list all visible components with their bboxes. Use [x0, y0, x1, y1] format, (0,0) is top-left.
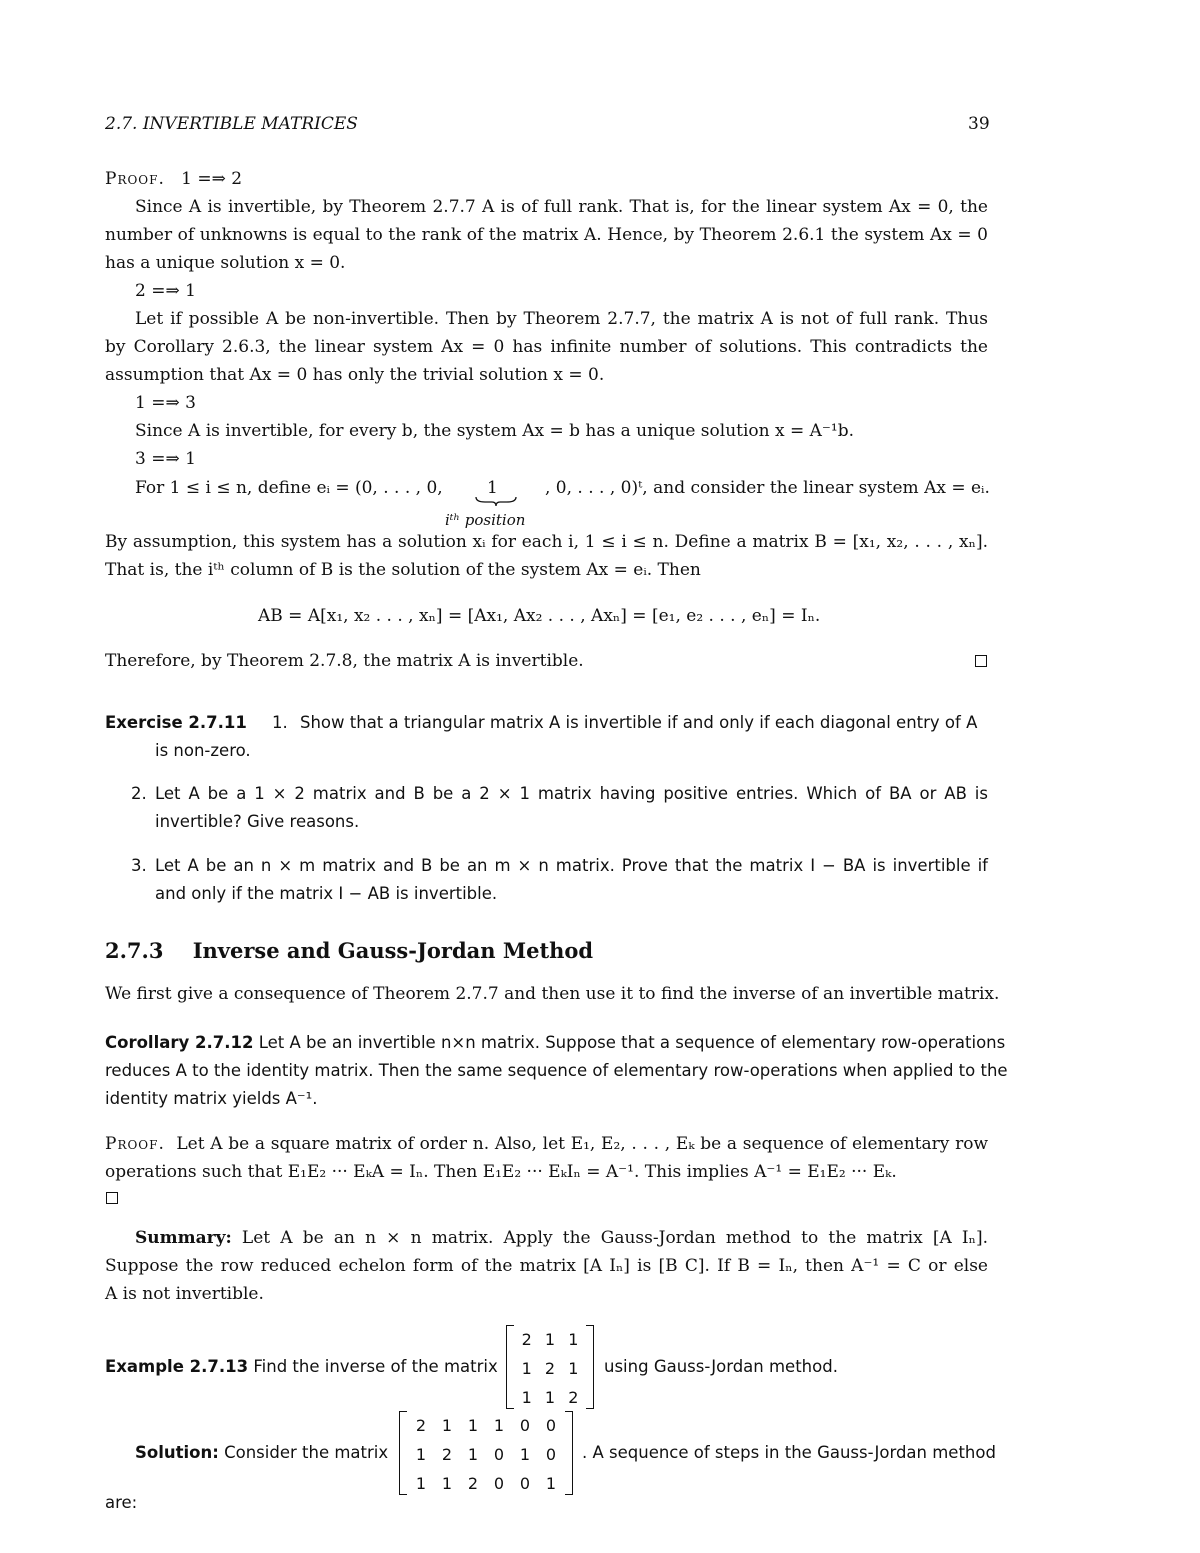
solution-tail: are: — [105, 1493, 138, 1512]
matrix-entry: 1 — [519, 1445, 531, 1464]
matrix-entry: 1 — [441, 1474, 453, 1493]
summary-text: Suppose the row reduced echelon form of the matrix [A Iₙ] is [B C]. If B = Iₙ, then A⁻¹ = C or else — [105, 1256, 988, 1276]
exercise-text: Show that a triangular matrix A is invertible if and only if each diagonal entry of A — [300, 713, 978, 732]
paragraph-line: That is, the iᵗʰ column of B is the solution of the system Ax = eᵢ. Then — [105, 560, 701, 580]
exercise-text: Let A be an n × m matrix and B be an m × n matrix. Prove that the matrix I − BA is invertible if — [155, 856, 988, 875]
proof-step-head: 1 =⇒ 3 — [135, 393, 196, 413]
matrix-entry: 1 — [545, 1474, 557, 1493]
matrix-entry: 1 — [521, 1388, 532, 1407]
paragraph-line: By assumption, this system has a solution xᵢ for each i, 1 ≤ i ≤ n. Define a matrix B = [x₁, x₂, . . . , xₙ]. — [105, 532, 988, 552]
proof-text: Let A be a square matrix of order n. Also, let E₁, E₂, . . . , Eₖ be a sequence of elementary row — [176, 1134, 988, 1154]
corollary-label: Corollary 2.7.12 — [105, 1033, 254, 1052]
proof-step-head: 2 =⇒ 1 — [135, 281, 196, 301]
solution-line — [135, 1442, 388, 1464]
paragraph-line: Therefore, by Theorem 2.7.8, the matrix A is invertible. — [105, 651, 584, 671]
matrix-row — [507, 1383, 593, 1412]
paragraph-line: assumption that Ax = 0 has only the trivial solution x = 0. — [105, 365, 605, 385]
example-text: using Gauss-Jordan method. — [604, 1357, 838, 1376]
matrix-entry: 1 — [568, 1359, 579, 1378]
page-number: 39 — [968, 114, 990, 134]
paragraph-line: Since A is invertible, by Theorem 2.7.7 A is of full rank. That is, for the linear system Ax = 0, the — [135, 197, 988, 217]
proof-label: Proof. — [105, 169, 165, 189]
matrix-entry: 2 — [415, 1416, 427, 1435]
summary-text: Let A be an n × n matrix. Apply the Gauss-Jordan method to the matrix [A Iₙ]. — [241, 1228, 989, 1248]
exercise-text: and only if the matrix I − AB is invertible. — [155, 884, 498, 903]
exercise-text: is non-zero. — [155, 741, 251, 760]
matrix-entry: 1 — [544, 1388, 556, 1407]
running-title: 2.7. INVERTIBLE MATRICES — [105, 114, 358, 134]
matrix-entry: 1 — [415, 1445, 427, 1464]
corollary-first-line — [105, 1032, 1006, 1054]
summary-first-line — [135, 1227, 988, 1249]
matrix-entry: 1 — [568, 1330, 579, 1349]
exercise-text: Let A be a 1 × 2 matrix and B be a 2 × 1 matrix having positive entries. Which of BA or AB is — [155, 784, 988, 803]
section-title: Inverse and Gauss-Jordan Method — [192, 938, 594, 963]
matrix-entry: 0 — [545, 1445, 557, 1464]
corollary-text: reduces A to the identity matrix. Then the same sequence of elementary row-operations when applied to the — [105, 1061, 1008, 1080]
underbrace-label: iᵗʰ position — [445, 511, 526, 529]
matrix-entry: 1 — [493, 1416, 505, 1435]
paragraph-line: has a unique solution x = 0. — [105, 253, 346, 273]
exercise-label: Exercise 2.7.11 — [105, 713, 247, 732]
proof-label: Proof. — [105, 1134, 165, 1154]
section-heading — [105, 938, 593, 963]
matrix-entry: 1 — [467, 1445, 479, 1464]
matrix-entry: 2 — [467, 1474, 479, 1493]
display-equation: AB = A[x₁, x₂ . . . , xₙ] = [Ax₁, Ax₂ . . . , Axₙ] = [e₁, e₂ . . . , eₙ] = Iₙ. — [258, 606, 821, 626]
solution-label: Solution: — [135, 1443, 219, 1462]
corollary-text: identity matrix yields A⁻¹. — [105, 1089, 318, 1108]
paragraph-line: number of unknowns is equal to the rank of the matrix A. Hence, by Theorem 2.6.1 the system Ax = 0 — [105, 225, 988, 245]
paragraph-line: Since A is invertible, for every b, the system Ax = b has a unique solution x = A⁻¹b. — [135, 421, 854, 441]
corollary-text: Let A be an invertible n×n matrix. Suppose that a sequence of elementary row-operations — [258, 1033, 1006, 1052]
matrix-row — [400, 1411, 572, 1440]
matrix-entry: 0 — [493, 1445, 505, 1464]
summary-label: Summary: — [135, 1228, 232, 1248]
matrix-entry: 1 — [441, 1416, 453, 1435]
matrix-entry: 1 — [544, 1330, 556, 1349]
matrix-entry: 2 — [544, 1359, 556, 1378]
matrix-row — [507, 1325, 593, 1354]
proof-first-line — [105, 1133, 988, 1155]
solution-text: Consider the matrix — [224, 1443, 389, 1462]
matrix-row — [400, 1469, 572, 1498]
matrix-entry: 2 — [441, 1445, 453, 1464]
matrix-entry: 2 — [521, 1330, 532, 1349]
example-matrix — [506, 1325, 594, 1409]
section-number: 2.7.3 — [105, 938, 164, 963]
matrix-entry: 2 — [568, 1388, 579, 1407]
exercise-item — [105, 712, 247, 734]
matrix-entry: 1 — [415, 1474, 427, 1493]
example-label: Example 2.7.13 — [105, 1357, 249, 1376]
matrix-entry: 1 — [467, 1416, 479, 1435]
matrix-row — [400, 1440, 572, 1469]
proof-step-head: 3 =⇒ 1 — [135, 449, 196, 469]
exercise-num: 2. — [131, 784, 147, 803]
proof-text: operations such that E₁E₂ ··· EₖA = Iₙ. Then E₁E₂ ··· EₖIₙ = A⁻¹. This implies A⁻¹ = E₁E₂ ··· Eₖ. — [105, 1162, 897, 1182]
underbrace-icon — [474, 495, 518, 507]
solution-matrix — [399, 1411, 573, 1495]
example-line — [105, 1356, 498, 1378]
paragraph-line: Let if possible A be non-invertible. Then by Theorem 2.7.7, the matrix A is not of full rank. Thus — [135, 309, 988, 329]
exercise-num: 3. — [131, 856, 147, 875]
example-text: Find the inverse of the matrix — [253, 1357, 498, 1376]
matrix-entry: 0 — [519, 1416, 531, 1435]
qed-icon — [106, 1192, 118, 1204]
solution-text: . A sequence of steps in the Gauss-Jordan method — [582, 1443, 996, 1462]
summary-text: A is not invertible. — [105, 1284, 264, 1304]
paragraph-line: , 0, . . . , 0)ᵗ, and consider the linear system Ax = eᵢ. — [545, 478, 990, 498]
paragraph-line: We first give a consequence of Theorem 2.7.7 and then use it to find the inverse of an invertible matrix. — [105, 984, 1000, 1004]
matrix-entry: 0 — [545, 1416, 557, 1435]
matrix-row — [507, 1354, 593, 1383]
exercise-text: invertible? Give reasons. — [155, 812, 360, 831]
matrix-entry: 0 — [519, 1474, 531, 1493]
proof-step-head: 1 =⇒ 2 — [181, 169, 243, 189]
exercise-num: 1. — [272, 713, 288, 732]
proof-block — [105, 168, 242, 190]
unit-entry: 1 — [487, 478, 498, 498]
matrix-entry: 0 — [493, 1474, 505, 1493]
paragraph-line: by Corollary 2.6.3, the linear system Ax = 0 has infinite number of solutions. This contradicts the — [105, 337, 988, 357]
paragraph-line: For 1 ≤ i ≤ n, define eᵢ = (0, . . . , 0, — [135, 478, 443, 498]
qed-icon — [975, 655, 987, 667]
matrix-entry: 1 — [521, 1359, 532, 1378]
